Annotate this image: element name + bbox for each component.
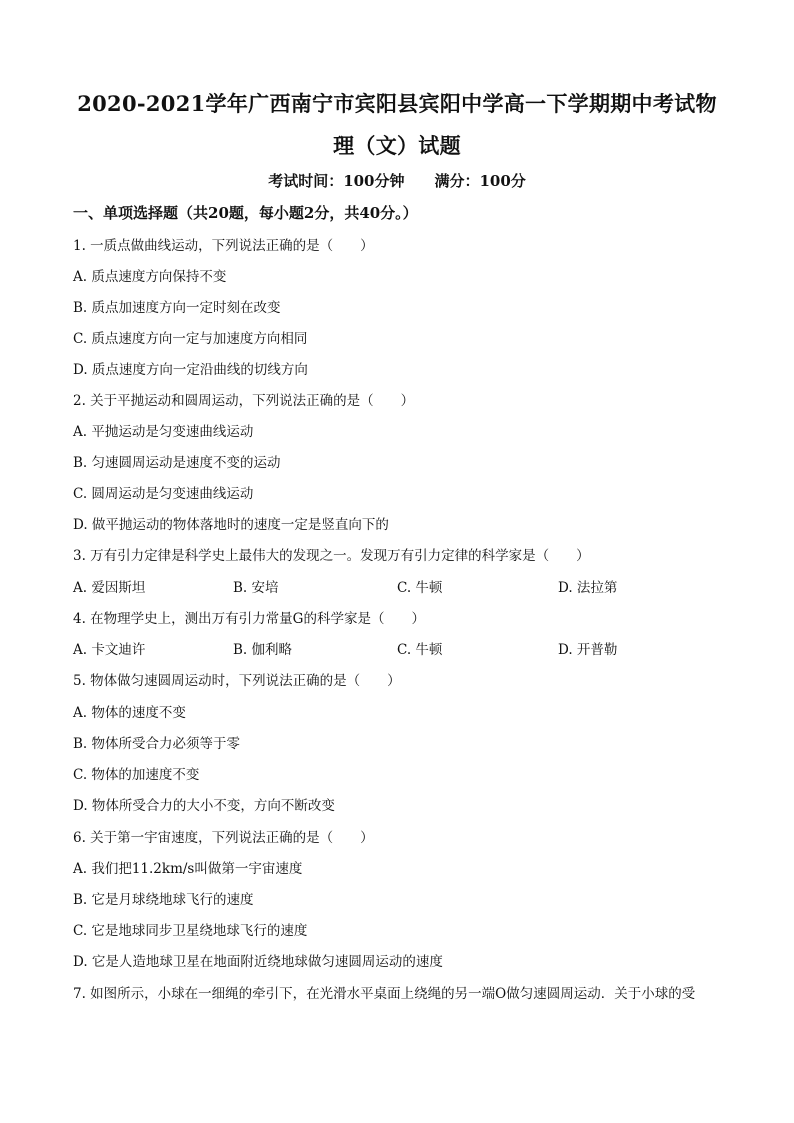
question-1-stem: 1. 一质点做曲线运动，下列说法正确的是（ ）: [73, 238, 374, 254]
question-1-option-b: B. 质点加速度方向一定时刻在改变: [73, 300, 281, 316]
full-score: 满分：100分: [434, 172, 526, 190]
question-5-option-c: C. 物体的加速度不变: [73, 767, 200, 783]
question-4-option-a: A. 卡文迪许: [73, 642, 146, 658]
question-1-option-a: A. 质点速度方向保持不变: [73, 269, 227, 285]
question-6-stem: 6. 关于第一宇宙速度，下列说法正确的是（ ）: [73, 830, 374, 846]
question-5-option-d: D. 物体所受合力的大小不变，方向不断改变: [73, 798, 335, 814]
question-4-option-c: C. 牛顿: [397, 642, 443, 658]
question-3-option-d: D. 法拉第: [558, 580, 618, 596]
question-2-option-a: A. 平抛运动是匀变速曲线运动: [73, 424, 254, 440]
question-3-stem: 3. 万有引力定律是科学史上最伟大的发现之一。发现万有引力定律的科学家是（ ）: [73, 548, 590, 564]
question-3-option-c: C. 牛顿: [397, 580, 443, 596]
question-2-stem: 2. 关于平抛运动和圆周运动，下列说法正确的是（ ）: [73, 393, 415, 409]
exam-meta: [0, 170, 794, 191]
question-2-option-c: C. 圆周运动是匀变速曲线运动: [73, 486, 254, 502]
question-5-option-a: A. 物体的速度不变: [73, 705, 186, 721]
question-6-option-c: C. 它是地球同步卫星绕地球飞行的速度: [73, 923, 308, 939]
question-7-stem: 7. 如图所示，小球在一细绳的牵引下，在光滑水平桌面上绕绳的另一端O做匀速圆周运动．关于小球的受: [73, 986, 696, 1002]
question-2-option-d: D. 做平抛运动的物体落地时的速度一定是竖直向下的: [73, 517, 389, 533]
question-5-stem: 5. 物体做匀速圆周运动时，下列说法正确的是（ ）: [73, 673, 401, 689]
section-heading: 一、单项选择题（共20题，每小题2分，共40分。）: [73, 204, 418, 222]
question-4-option-b: B. 伽利略: [233, 642, 293, 658]
question-1-option-d: D. 质点速度方向一定沿曲线的切线方向: [73, 362, 308, 378]
question-6-option-d: D. 它是人造地球卫星在地面附近绕地球做匀速圆周运动的速度: [73, 954, 443, 970]
question-2-option-b: B. 匀速圆周运动是速度不变的运动: [73, 455, 281, 471]
question-6-option-a: A. 我们把11.2km/s叫做第一宇宙速度: [73, 861, 303, 877]
question-4-option-d: D. 开普勒: [558, 642, 618, 658]
question-6-option-b: B. 它是月球绕地球飞行的速度: [73, 892, 254, 908]
question-3-option-a: A. 爱因斯坦: [73, 580, 146, 596]
question-4-stem: 4. 在物理学史上，测出万有引力常量G的科学家是（ ）: [73, 611, 425, 627]
exam-title-line2: 理（文）试题: [333, 133, 461, 158]
question-1-option-c: C. 质点速度方向一定与加速度方向相同: [73, 331, 308, 347]
exam-title-line1: 2020-2021学年广西南宁市宾阳县宾阳中学高一下学期期中考试物: [77, 91, 717, 116]
question-5-option-b: B. 物体所受合力必须等于零: [73, 736, 241, 752]
exam-time: 考试时间：100分钟: [268, 172, 405, 190]
question-3-option-b: B. 安培: [233, 580, 279, 596]
